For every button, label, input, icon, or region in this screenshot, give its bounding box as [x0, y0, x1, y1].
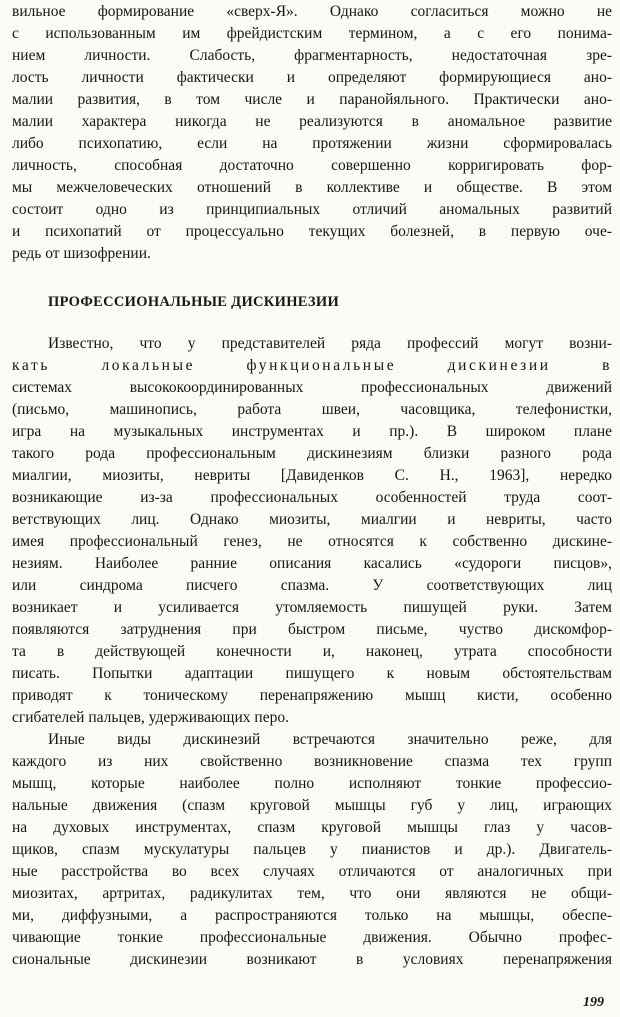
- text-line: с использованным им фрейдистским термином, а с его понима-: [12, 25, 612, 42]
- text-line: возникает и усиливается утомляемость пишущей руки. Затем: [12, 599, 612, 616]
- text-line: приводят к тоническому перенапряжению мышц кисти, особенно: [12, 687, 612, 704]
- text-line: лость личности фактически и определяют формирующиеся ано-: [12, 69, 612, 86]
- text-line: та в действующей конечности и, наконец, утрата способности: [12, 643, 612, 660]
- text-line: кать локальные функциональные дискинезии в: [12, 357, 612, 374]
- text-line: незиям. Наиболее ранние описания касались «судороги писцов»,: [12, 555, 612, 572]
- text-line: мышц, которые наиболее полно исполняют тонкие профессио-: [12, 775, 612, 792]
- text-line: ми, диффузными, а распространяются только на мышцы, обеспе-: [12, 907, 612, 924]
- text-line: малии развития, в том числе и паранойяльного. Практически ано-: [12, 91, 612, 108]
- text-line: и психопатий от процессуально текущих болезней, в первую оче-: [12, 223, 612, 240]
- text-line: писать. Попытки адаптации пишущего к новым обстоятельствам: [12, 665, 612, 682]
- text-line: возникающие из-за профессиональных особенностей труда соот-: [12, 489, 612, 506]
- text-line: либо психопатию, если на протяжении жизни сформировалась: [12, 135, 612, 152]
- text-line: нальные движения (спазм круговой мышцы губ у лиц, играющих: [12, 797, 612, 814]
- text-line: ные расстройства во всех случаях отличаются от аналогичных при: [12, 863, 612, 880]
- text-line: личность, способная достаточно совершенно корригировать фор-: [12, 157, 612, 174]
- text-line: малии характера никогда не реализуются в аномальное развитие: [12, 113, 612, 130]
- text-line: игра на музыкальных инструментах и пр.). В широком плане: [12, 423, 612, 440]
- text-line: миозитах, артритах, радикулитах тем, что они являются не общи-: [12, 885, 612, 902]
- text-line: состоит одно из принципиальных отличий аномальных развитий: [12, 201, 612, 218]
- text-line: (письмо, машинопись, работа швеи, часовщика, телефонистки,: [12, 401, 612, 418]
- text-line: имея профессиональный генез, не относятся к собственно дискине-: [12, 533, 612, 550]
- text-line: нием личности. Слабость, фрагментарность, недостаточная зре-: [12, 47, 612, 64]
- text-line: чивающие тонкие профессиональные движения. Обычно профес-: [12, 929, 612, 946]
- text-line: системах высококоординированных профессиональных движений: [12, 379, 612, 396]
- section-heading: ПРОФЕССИОНАЛЬНЫЕ ДИСКИНЕЗИИ: [48, 294, 340, 310]
- text-line: такого рода профессиональным дискинезиям близки разного рода: [12, 445, 612, 462]
- text-line: или синдрома писчего спазма. У соответствующих лиц: [12, 577, 612, 594]
- text-line: Иные виды дискинезий встречаются значительно реже, для: [48, 731, 612, 748]
- text-line: Известно, что у представителей ряда профессий могут возни-: [48, 335, 612, 352]
- text-line: щиков, спазм мускулатуры пальцев у пианистов и др.). Двигатель-: [12, 841, 612, 858]
- text-line: редь от шизофрении.: [12, 245, 151, 262]
- text-line: каждого из них свойственно возникновение спазма тех групп: [12, 753, 612, 770]
- text-line: сгибателей пальцев, удерживающих перо.: [12, 709, 289, 726]
- text-line: сиональные дискинезии возникают в условиях перенапряжения: [12, 951, 612, 968]
- text-line: вильное формирование «сверх-Я». Однако согласиться можно не: [12, 3, 612, 20]
- text-line: на духовых инструментах, спазм круговой мышцы глаз у часов-: [12, 819, 612, 836]
- text-line: появляются затруднения при быстром письме, чуство дискомфор-: [12, 621, 612, 638]
- text-line: ветствующих лиц. Однако миозиты, миалгии и невриты, часто: [12, 511, 612, 528]
- page-number: 199: [583, 995, 604, 1010]
- text-line: мы межчеловеческих отношений в коллективе и обществе. В этом: [12, 179, 612, 196]
- text-line: миалгии, миозиты, невриты [Давиденков С. Н., 1963], нередко: [12, 467, 612, 484]
